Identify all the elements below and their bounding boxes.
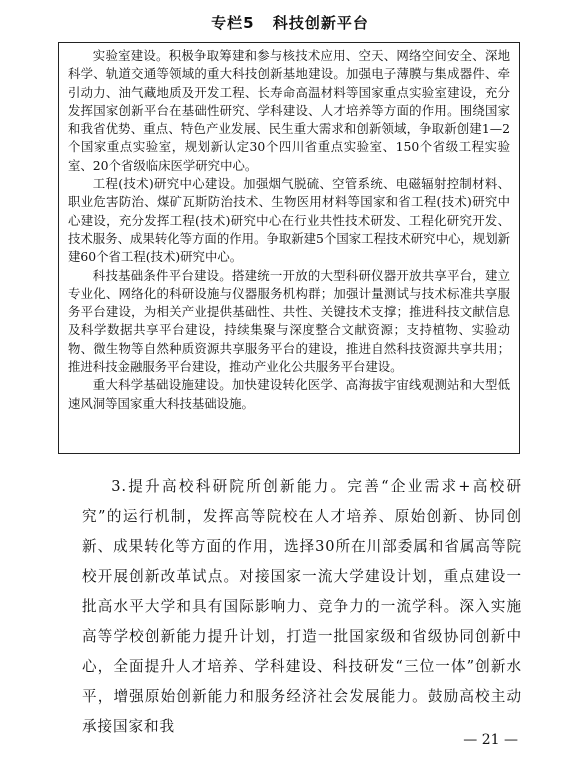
box-paragraph-infrastructure-platforms: 科技基础条件平台建设。搭建统一开放的大型科研仪器开放共享平台，建立专业化、网络化的科研设施与仪器服务机构群；加强计量测试与技术标准共享服务平台建设，为相关产业提供基础性、共性、关键技术支撑；推进科技文献信息及科学数据共享平台建设，持续集聚与深度整合文献资源；支持植物、实验动物、微生物等自然种质资源共享服务平台的建设，推进自然科技资源共享共用；推进科技金融服务平台建设，推动产业化公共服务平台建设。 <box>68 267 510 375</box>
box-heading: 科技创新平台 <box>272 14 369 32</box>
box-paragraph-engineering-centers: 工程(技术)研究中心建设。加强烟气脱硫、空管系统、电磁辐射控制材料、职业危害防治、煤矿瓦斯防治技术、生物医用材料等国家和省工程(技术)研究中心建设，充分发挥工程(技术)研究中心在行业共性技术研发、工程化研究开发、技术服务、成果转化等方面的作用。争取新建5个国家工程技术研究中心，规划新建60个省工程(技术)研究中心。 <box>68 176 510 265</box>
body-text <box>82 472 522 742</box>
box-paragraph-labs: 实验室建设。积极争取筹建和参与核技术应用、空天、网络空间安全、深地科学、轨道交通等领域的重大科技创新基地建设。加强电子薄膜与集成器件、牵引动力、油气藏地质及开发工程、长寿命高温材料等国家重点实验室建设，充分发挥国家创新平台在基础性研究、学科建设、人才培养等方面的作用。围绕国家和我省优势、重点、特色产业发展、民生重大需求和创新领域，争取新创建1—2个国家重点实验室，规划新认定30个四川省重点实验室、150个省级工程实验室、20个省级临床医学研究中心。 <box>68 48 510 173</box>
box-label: 专栏5 <box>211 14 255 32</box>
page-number: — 21 — <box>463 732 518 748</box>
box-title <box>0 12 580 33</box>
box-paragraph-major-facilities: 重大科学基础设施建设。加快建设转化医学、高海拔宇宙线观测站和大型低速风洞等国家重大科技基础设施。 <box>68 377 510 411</box>
body-paragraph: 3.提升高校科研院所创新能力。完善“企业需求+高校研究”的运行机制，发挥高等院校在人才培养、原始创新、协同创新、成果转化等方面的作用，选择30所在川部委属和省属高等院校开展创新改革试点。对接国家一流大学建设计划，重点建设一批高水平大学和具有国际影响力、竞争力的一流学科。深入实施高等学校创新能力提升计划，打造一批国家级和省级协同创新中心，全面提升人才培养、学科建设、科技研发“三位一体”创新水平，增强原始创新能力和服务经济社会发展能力。鼓励高校主动承接国家和我 <box>82 478 522 735</box>
feature-box <box>58 42 520 454</box>
